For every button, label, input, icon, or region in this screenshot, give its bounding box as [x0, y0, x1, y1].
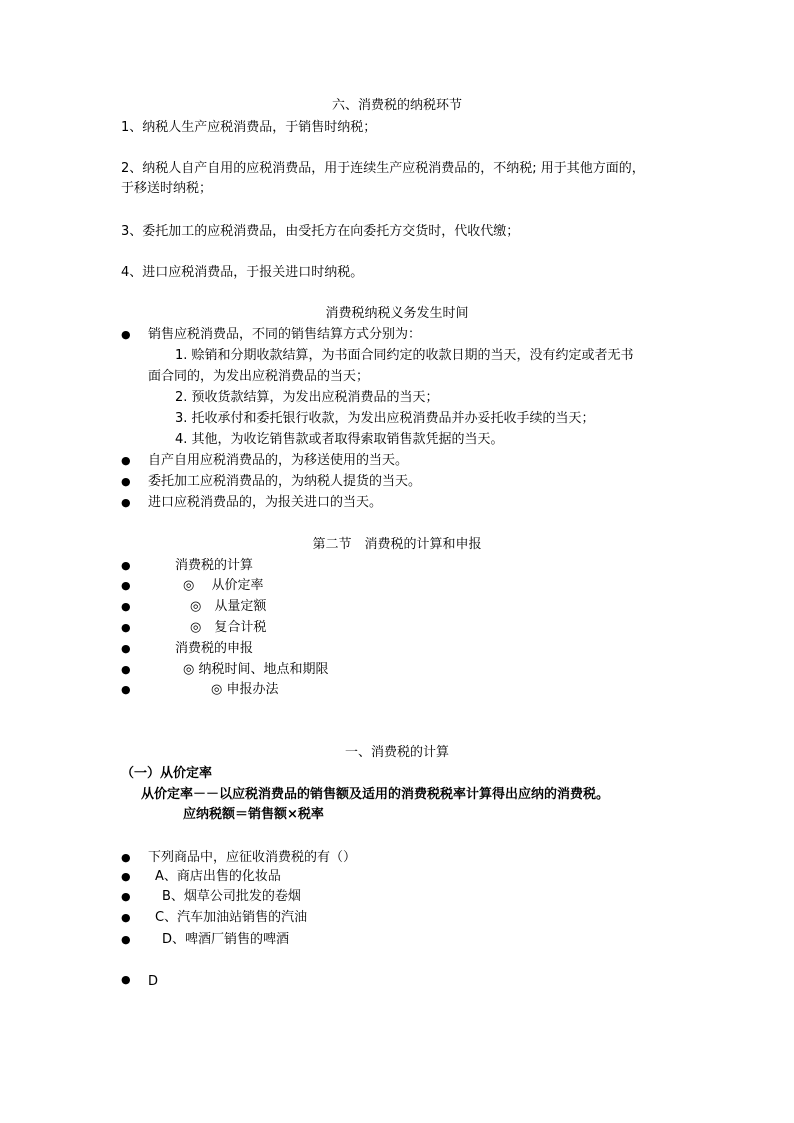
bullet-icon: ●: [121, 870, 131, 883]
outline-item-4: ◎ 复合计税: [190, 620, 267, 635]
bullet-icon: ●: [121, 579, 131, 592]
calc-formula: 应纳税额＝销售额×税率: [183, 807, 324, 822]
timing-sub-4: 4. 其他，为收讫销售款或者取得索取销售款凭据的当天。: [175, 432, 504, 447]
timing-title: 消费税纳税义务发生时间: [325, 306, 469, 321]
outline-item-5: 消费税的申报: [175, 641, 254, 656]
bullet-icon: ●: [121, 933, 131, 946]
outline-item-6: ◎ 纳税时间、地点和期限: [183, 662, 329, 677]
section-6-item-2-cont: 于移送时纳税；: [121, 181, 213, 196]
section-6-item-1: 1、纳税人生产应税消费品，于销售时纳税；: [121, 120, 377, 135]
bullet-icon: ●: [121, 496, 131, 509]
question-option-d: D、啤酒厂销售的啤酒: [162, 932, 290, 947]
question-stem: 下列商品中，应征收消费税的有（）: [148, 850, 357, 865]
timing-sales-intro: 销售应税消费品，不同的销售结算方式分别为：: [148, 327, 422, 342]
section-6-item-2: 2、纳税人自产自用的应税消费品，用于连续生产应税消费品的，不纳税; 用于其他方面的，: [121, 161, 645, 176]
section-6-item-4: 4、进口应税消费品，于报关进口时纳税。: [121, 265, 364, 280]
outline-item-2: ◎ 从价定率: [183, 578, 264, 593]
outline-item-7: ◎ 申报办法: [211, 682, 279, 697]
timing-sub-2: 2. 预收货款结算，为发出应税消费品的当天；: [175, 390, 439, 405]
bullet-icon: ●: [121, 559, 131, 572]
section-6-title: 六、消费税的纳税环节: [331, 98, 462, 113]
bullet-icon: ●: [121, 663, 131, 676]
bullet-icon: ●: [121, 642, 131, 655]
bullet-icon: ●: [121, 911, 131, 924]
calc-title: 一、消费税的计算: [344, 745, 449, 760]
question-option-b: B、烟草公司批发的卷烟: [162, 889, 301, 904]
timing-other-1: 自产自用应税消费品的，为移送使用的当天。: [148, 453, 409, 468]
bullet-icon: ●: [121, 851, 131, 864]
question-option-c: C、汽车加油站销售的汽油: [155, 910, 308, 925]
outline-item-3: ◎ 从量定额: [190, 599, 267, 614]
question-answer: D: [148, 974, 159, 989]
section-2-title: 第二节 消费税的计算和申报: [312, 537, 482, 552]
timing-other-3: 进口应税消费品的，为报关进口的当天。: [148, 495, 383, 510]
timing-sub-3: 3. 托收承付和委托银行收款，为发出应税消费品并办妥托收手续的当天；: [175, 411, 595, 426]
question-option-a: A、商店出售的化妆品: [155, 869, 281, 884]
bullet-icon: ●: [121, 328, 131, 341]
outline-item-1: 消费税的计算: [175, 558, 254, 573]
section-6-item-3: 3、委托加工的应税消费品，由受托方在向委托方交货时，代收代缴；: [121, 224, 520, 239]
bullet-icon: ●: [121, 890, 131, 903]
timing-sub-1: 1. 赊销和分期收款结算，为书面合同约定的收款日期的当天，没有约定或者无书: [175, 348, 634, 363]
bullet-icon: ●: [121, 683, 131, 696]
bullet-icon: ●: [121, 600, 131, 613]
bullet-icon: ●: [121, 973, 131, 986]
bullet-icon: ●: [121, 454, 131, 467]
timing-other-2: 委托加工应税消费品的，为纳税人提货的当天。: [148, 474, 422, 489]
calc-sub-heading: （一）从价定率: [121, 766, 213, 781]
bullet-icon: ●: [121, 621, 131, 634]
calc-definition: 从价定率－－以应税消费品的销售额及适用的消费税税率计算得出应纳的消费税。: [141, 787, 610, 802]
timing-sub-1-cont: 面合同的，为发出应税消费品的当天；: [148, 369, 370, 384]
bullet-icon: ●: [121, 475, 131, 488]
